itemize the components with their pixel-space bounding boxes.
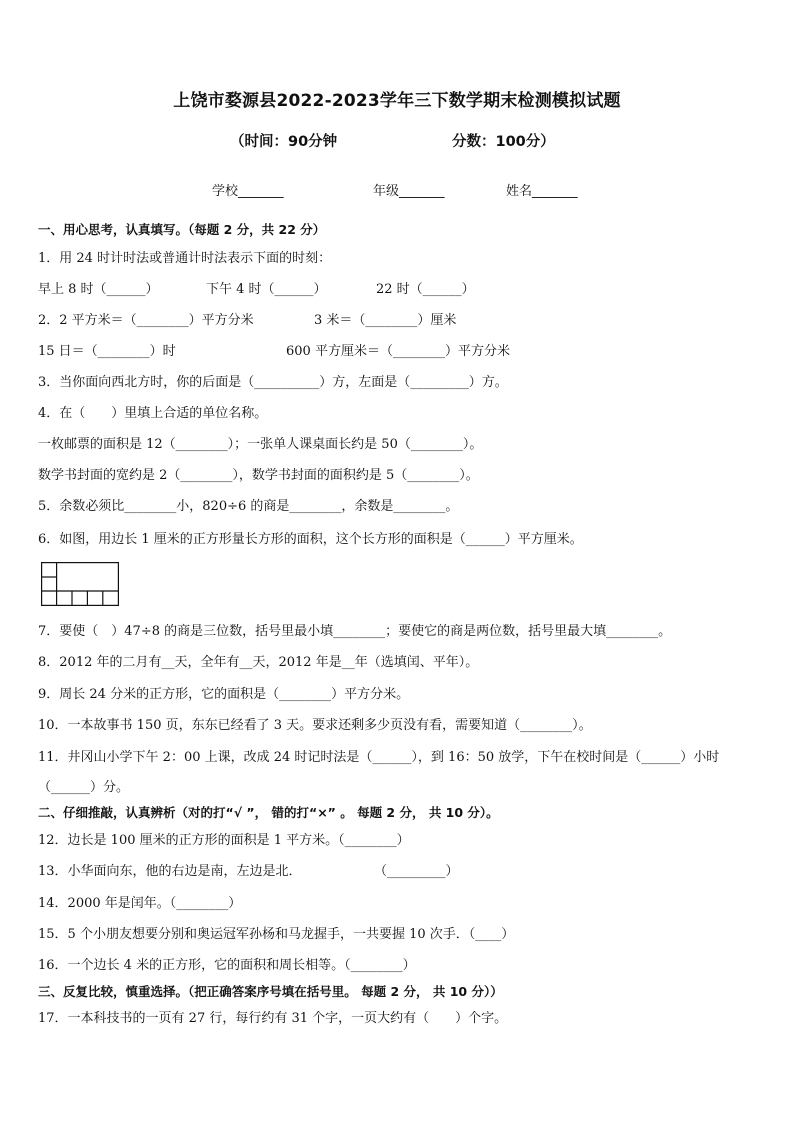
time-limit: （时间：90分钟 bbox=[230, 134, 338, 150]
question-17: 17．一本科技书的一页有 27 行，每行约有 31 个字，一页大约有（ ）个字。 bbox=[38, 1011, 508, 1026]
question-2d: 600 平方厘米＝（________）平方分米 bbox=[286, 344, 510, 359]
question-2b: 3 米＝（________）厘米 bbox=[314, 313, 457, 328]
question-9: 9．周长 24 分米的正方形，它的面积是（________）平方分米。 bbox=[38, 687, 410, 702]
question-4a: 一枚邮票的面积是 12（________）；一张单人课桌面长约是 50（________）。 bbox=[38, 437, 483, 452]
section3-heading: 三、反复比较，慎重选择。（把正确答案序号填在括号里。 每题 2 分， 共 10 分）） bbox=[38, 984, 503, 999]
question-16: 16．一个边长 4 米的正方形，它的面积和周长相等。（________） bbox=[38, 958, 416, 973]
question-5: 5．余数必须比________小，820÷6 的商是________，余数是________。 bbox=[38, 499, 459, 514]
exam-title: 上饶市婺源县2022-2023学年三下数学期末检测模拟试题 bbox=[173, 91, 621, 111]
name-field[interactable]: 姓名_______ bbox=[506, 184, 578, 199]
section1-heading: 一、用心思考，认真填写。（每题 2 分，共 22 分） bbox=[38, 222, 326, 237]
question-1: 1．用 24 时计时法或普通计时法表示下面的时刻： bbox=[38, 251, 332, 266]
question-8: 8．2012 年的二月有__天，全年有__天，2012 年是__年（选填闰、平年）。 bbox=[38, 655, 479, 670]
grade-field[interactable]: 年级_______ bbox=[373, 184, 445, 199]
question-2-row1 bbox=[38, 313, 738, 329]
question-7: 7．要使（ ）47÷8 的商是三位数，括号里最小填________；要使它的商是两位数，括号里最大填________。 bbox=[38, 624, 672, 639]
total-score: 分数：100分） bbox=[452, 134, 555, 150]
question-13 bbox=[38, 864, 738, 880]
school-field[interactable]: 学校_______ bbox=[212, 184, 284, 199]
question-13-text: 13．小华面向东，他的右边是南，左边是北． bbox=[38, 864, 302, 879]
question-2a: 2．2 平方米＝（________）平方分米 bbox=[38, 313, 254, 328]
question-13-answer: （_________） bbox=[374, 864, 459, 879]
question-4b: 数学书封面的宽约是 2（________），数学书封面的面积约是 5（________）。 bbox=[38, 468, 479, 483]
rectangle-grid-figure bbox=[41, 562, 119, 606]
section2-heading: 二、仔细推敲，认真辨析（对的打“√ ”， 错的打“×” 。 每题 2 分， 共 10 分）。 bbox=[38, 805, 499, 820]
question-11a: 11．井冈山小学下午 2：00 上课，改成 24 时记时法是（______），到 16：50 放学，下午在校时间是（______）小时 bbox=[38, 750, 720, 765]
question-12: 12．边长是 100 厘米的正方形的面积是 1 平方米。（________） bbox=[38, 833, 410, 848]
question-4: 4．在（ ）里填上合适的单位名称。 bbox=[38, 406, 268, 421]
question-1-parts bbox=[38, 282, 738, 298]
question-1c: 22 时（______） bbox=[376, 282, 475, 297]
question-1a: 早上 8 时（______） bbox=[38, 282, 159, 297]
student-info bbox=[0, 180, 794, 200]
question-6: 6．如图，用边长 1 厘米的正方形量长方形的面积，这个长方形的面积是（______）平方厘米。 bbox=[38, 532, 583, 547]
question-10: 10．一本故事书 150 页，东东已经看了 3 天。要求还剩多少页没有看，需要知道（________）。 bbox=[38, 718, 592, 733]
rectangle-outline bbox=[42, 563, 119, 606]
question-11b: （______）分。 bbox=[38, 780, 130, 795]
question-2-row2 bbox=[38, 344, 738, 360]
question-1b: 下午 4 时（______） bbox=[206, 282, 327, 297]
question-3: 3．当你面向西北方时，你的后面是（__________）方，左面是（_________）方。 bbox=[38, 375, 508, 390]
question-2c: 15 日＝（________）时 bbox=[38, 344, 176, 359]
question-15: 15．5 个小朋友想要分别和奥运冠军孙杨和马龙握手，一共要握 10 次手．（____） bbox=[38, 927, 515, 942]
question-14: 14．2000 年是闰年。（________） bbox=[38, 896, 242, 911]
exam-subtitle bbox=[0, 130, 794, 150]
